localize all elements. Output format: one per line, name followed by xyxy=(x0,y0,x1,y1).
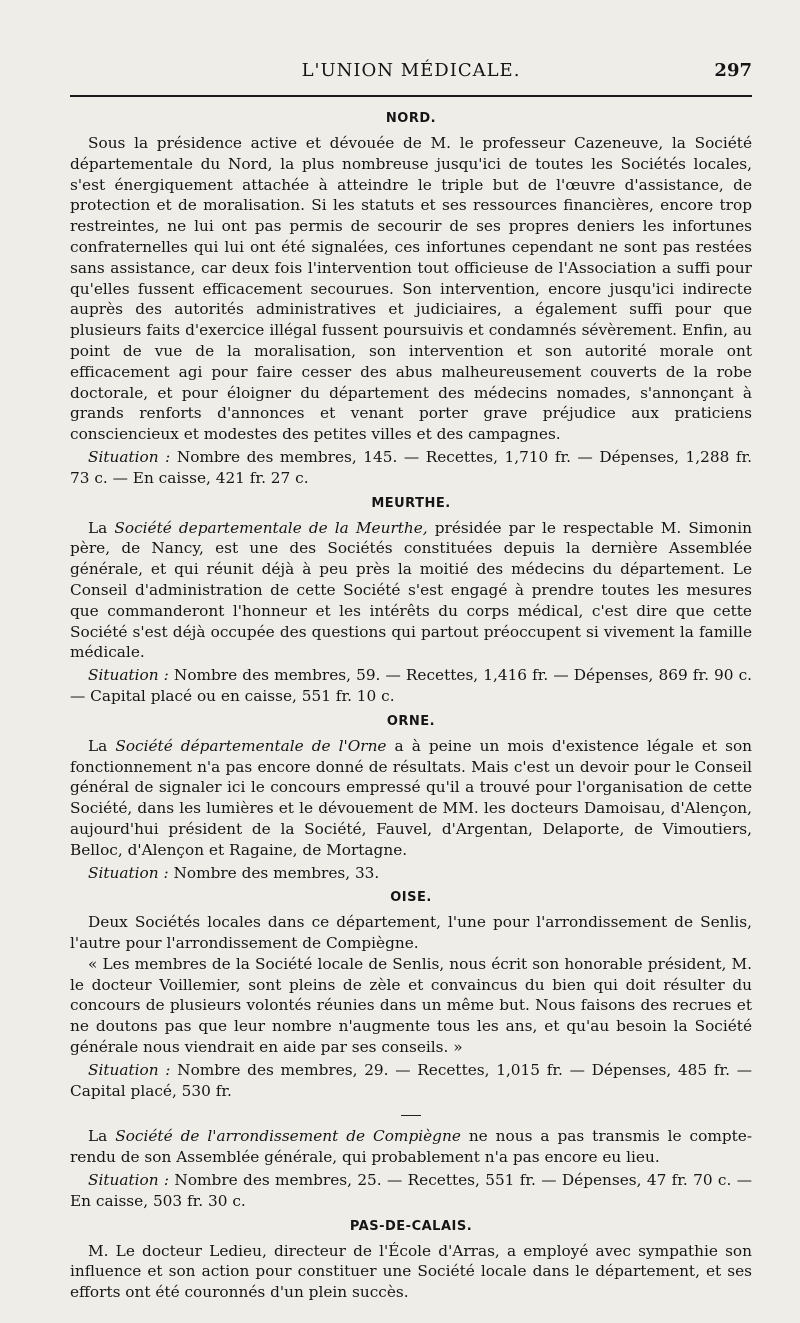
paragraph-nord: Sous la présidence active et dévouée de M. le professeur Cazeneuve, la Société départementale du Nord, la plus nombreuse jusqu'ici de toutes les Sociétés locales, s'est énergiquement attachée à atteindre le triple but de l'œuvre d'assistance, de protection et de moralisation. Si les statuts et ses ressources financières, encore trop restreintes, ne lui ont pas permis de secourir de ses propres deniers les infortunes confraternelles qui lui ont été signalées, ces infortunes cependant ne sont pas restées sans assistance, car deux fois l'intervention tout officieuse de l'Association a suffi pour qu'elles fussent efficacement secourues. Son intervention, encore jusqu'ici indirecte auprès des autorités administratives et judiciaires, a également suffi pour que plusieurs faits d'exercice illégal fussent poursuivis et condamnés sévèrement. Enfin, au point de vue de la moralisation, son intervention et son autorité morale ont efficacement agi pour faire cesser des abus malheureusement couverts de la robe doctorale, et pour éloigner du département des médecins nomades, s'annonçant à grands renforts d'annonces et venant porter grave préjudice aux praticiens consciencieux et modestes des petites villes et des campagnes. xyxy=(70,134,752,444)
text-rest: a à peine un mois d'existence légale et son fonctionnement n'a pas encore donné de résultats. Mais c'est un devoir pour le Conseil général de signaler ici le concours empressé qu'il a trouvé pour l'organisation de cette Société, dans les lumières et le dévouement de MM. les docteurs Damoisau, d'Alençon, aujourd'hui président de la Société, Fauvel, d'Argentan, Delaporte, de Vimoutiers, Belloc, d'Alençon et Ragaine, de Mortagne. xyxy=(70,736,753,859)
quote-senlis: « Les membres de la Société locale de Senlis, nous écrit son honorable président, M. le docteur Voillemier, sont pleins de zèle et convaincus du bien qui doit résulter du concours de plusieurs volontés réunies dans un même but. Nous faisons des recrues et ne doutons pas que leur nombre n'augmente tous les ans, et qu'au besoin la Société générale nous viendrait en aide par ses conseils. » xyxy=(70,954,752,1057)
paragraph-compiegne xyxy=(70,1126,752,1168)
situation-nord xyxy=(70,447,752,489)
header-rule xyxy=(70,95,752,97)
section-heading-meurthe: MEURTHE. xyxy=(371,495,451,511)
situation-text: Nombre des membres, 59. — Recettes, 1,416 fr. — Dépenses, 869 fr. 90 c. — Capital placé ou en caisse, 551 fr. 10 c. xyxy=(70,666,753,705)
society-name: Société de l'arrondissement de Compiègne xyxy=(115,1127,461,1146)
section-heading-pas-de-calais: PAS-DE-CALAIS. xyxy=(349,1218,473,1234)
separator-rule xyxy=(401,1115,421,1116)
paragraph-oise: Deux Sociétés locales dans ce département, l'une pour l'arrondissement de Senlis, l'autre pour l'arrondissement de Compiègne. xyxy=(70,913,752,953)
situation-orne xyxy=(70,863,752,884)
page-body xyxy=(70,104,752,1303)
situation-label: Situation : xyxy=(88,1060,171,1079)
text-prefix: La xyxy=(88,736,116,755)
text-prefix: La xyxy=(88,1127,116,1146)
page-number: 297 xyxy=(714,60,752,81)
society-name: Société departementale de la Meurthe, xyxy=(114,518,428,537)
paragraph-orne xyxy=(70,736,752,861)
situation-text: Nombre des membres, 25. — Recettes, 551 fr. — Dépenses, 47 fr. 70 c. — En caisse, 503 fr. 30 c. xyxy=(70,1171,752,1210)
section-heading-nord: NORD. xyxy=(385,111,437,126)
page-header xyxy=(70,56,752,92)
section-heading-orne: ORNE. xyxy=(386,713,436,729)
text-rest: ne nous a pas transmis le compte-rendu de son Assemblée générale, qui probablement n'a pas encore eu lieu. xyxy=(70,1127,752,1167)
paragraph-meurthe xyxy=(70,518,752,664)
situation-label: Situation : xyxy=(88,447,171,466)
text-rest: présidée par le respectable M. Simonin père, de Nancy, est une des Sociétés constituées depuis la dernière Assemblée générale, et qui réunit déjà à peu près la moitié des médecins du département. Le Conseil d'administration de cette Société s'est engagé à prendre toutes les mesures que commanderont l'honneur et les intérêts du corps médical, c'est dire que cette Société s'est déjà occupée des questions qui partout préoccupent si vivement la famille médicale. xyxy=(70,518,752,662)
situation-senlis xyxy=(70,1060,752,1102)
situation-label: Situation : xyxy=(88,666,169,685)
society-name: Société départementale de l'Orne xyxy=(115,736,387,755)
situation-meurthe xyxy=(70,665,752,707)
situation-text: Nombre des membres, 29. — Recettes, 1,015 fr. — Dépenses, 485 fr. — Capital placé, 530 fr. xyxy=(70,1060,753,1100)
situation-compiegne xyxy=(70,1170,752,1212)
situation-label: Situation : xyxy=(88,863,169,882)
paragraph-pas-de-calais: M. Le docteur Ledieu, directeur de l'École d'Arras, a employé avec sympathie son influence et son action pour constituer une Société locale dans le département, et ses efforts ont été couronnés d'un plein succès. xyxy=(70,1241,752,1302)
situation-text: Nombre des membres, 145. — Recettes, 1,710 fr. — Dépenses, 1,288 fr. 73 c. — En caisse, 421 fr. 27 c. xyxy=(70,447,752,487)
text-prefix: La xyxy=(88,518,115,537)
situation-text: Nombre des membres, 33. xyxy=(168,863,380,882)
running-title: L'UNION MÉDICALE. xyxy=(301,60,521,81)
section-heading-oise: OISE. xyxy=(390,890,432,906)
situation-label: Situation : xyxy=(88,1171,170,1190)
